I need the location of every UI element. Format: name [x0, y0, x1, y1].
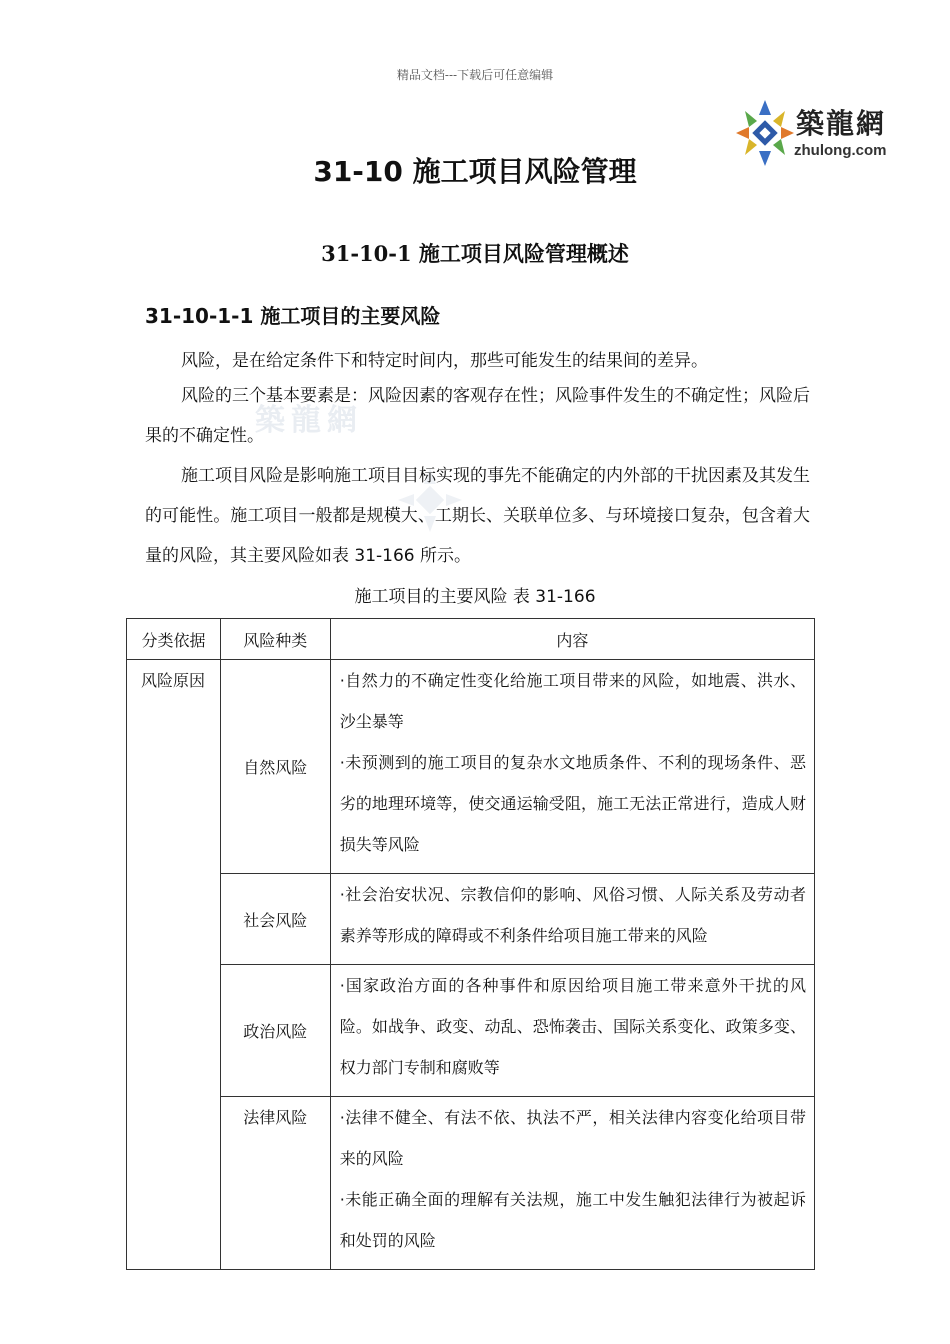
content-cell	[330, 874, 814, 965]
table-header-row	[127, 619, 815, 660]
risk-type-natural: 自然风险	[220, 660, 330, 874]
paragraph-2: 风险的三个基本要素是：风险因素的客观存在性；风险事件发生的不确定性；风险后果的不确定性。	[145, 386, 810, 446]
table-row	[127, 965, 815, 1097]
risk-table	[126, 618, 815, 1270]
header-basis: 分类依据	[127, 619, 221, 660]
table-row	[127, 660, 815, 874]
sub-title: 31-10-1 施工项目风险管理概述	[321, 241, 629, 266]
risk-type-legal: 法律风险	[220, 1097, 330, 1270]
cause-cell: 风险原因	[127, 660, 221, 1270]
paragraph-1: 风险，是在给定条件下和特定时间内，那些可能发生的结果间的差异。	[181, 351, 708, 371]
content-item: ·法律不健全、有法不依、执法不严，相关法律内容变化给项目带来的风险	[339, 1108, 806, 1168]
risk-type-social: 社会风险	[220, 874, 330, 965]
section-title: 31-10-1-1 施工项目的主要风险	[145, 304, 441, 328]
logo-english-text: zhulong.com	[794, 142, 887, 159]
content-cell	[330, 965, 814, 1097]
content-cell	[330, 660, 814, 874]
watermark-text: 築龍網	[255, 403, 363, 438]
header-content: 内容	[330, 619, 814, 660]
content-cell	[330, 1097, 814, 1270]
content-item: ·国家政治方面的各种事件和原因给项目施工带来意外干扰的风险。如战争、政变、动乱、恐怖袭击、国际关系变化、政策多变、权力部门专制和腐败等	[339, 976, 806, 1077]
table-caption: 施工项目的主要风险 表 31-166	[354, 587, 596, 607]
content-item: ·自然力的不确定性变化给施工项目带来的风险，如地震、洪水、沙尘暴等	[339, 671, 806, 731]
content-item: ·社会治安状况、宗教信仰的影响、风俗习惯、人际关系及劳动者素养等形成的障碍或不利条件给项目施工带来的风险	[339, 885, 806, 945]
risk-type-political: 政治风险	[220, 965, 330, 1097]
table-row	[127, 874, 815, 965]
table-row	[127, 1097, 815, 1270]
content-item: ·未预测到的施工项目的复杂水文地质条件、不利的现场条件、恶劣的地理环境等，使交通运输受阻，施工无法正常进行，造成人财损失等风险	[339, 753, 806, 854]
logo-chinese-text: 築龍網	[796, 107, 887, 140]
main-title: 31-10 施工项目风险管理	[313, 155, 637, 188]
header-note: 精品文档---下载后可任意编辑	[396, 68, 554, 82]
header-type: 风险种类	[220, 619, 330, 660]
content-item: ·未能正确全面的理解有关法规，施工中发生触犯法律行为被起诉和处罚的风险	[339, 1190, 806, 1250]
paragraph-3: 施工项目风险是影响施工项目目标实现的事先不能确定的内外部的干扰因素及其发生的可能性。施工项目一般都是规模大、工期长、关联单位多、与环境接口复杂，包含着大量的风险，其主要风险如表 31-166 所示。	[145, 466, 810, 566]
